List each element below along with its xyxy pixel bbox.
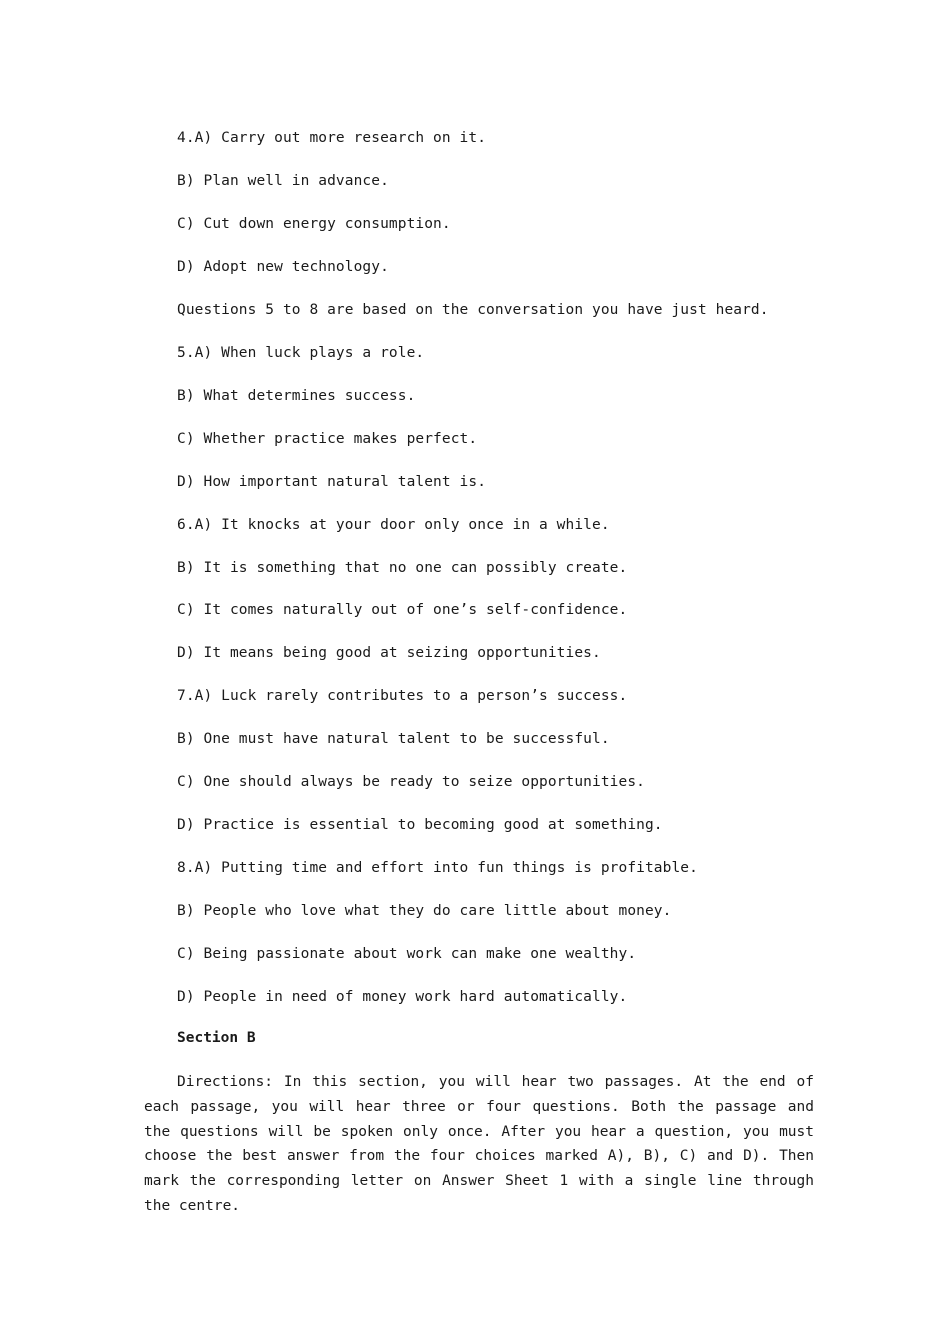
question-6-option-b: B) It is something that no one can possibly create. xyxy=(177,560,628,576)
question-7-option-a: 7.A) Luck rarely contributes to a person’s success. xyxy=(177,688,628,704)
question-8-option-d: D) People in need of money work hard automatically. xyxy=(177,989,628,1005)
question-5-option-b: B) What determines success. xyxy=(177,388,416,404)
section-b-directions: Directions: In this section, you will hear two passages. At the end of each passage, you will hear three or four questions. Both the passage and the questions will be spoken only once. After you hear a question, you must choose the best answer from the four choices marked A), B), C) and D). Then mark the corresponding letter on Answer Sheet 1 with a single line through the centre. xyxy=(144,1074,814,1214)
question-4-option-c: C) Cut down energy consumption. xyxy=(177,216,451,232)
question-8-option-b: B) People who love what they do care little about money. xyxy=(177,903,672,919)
question-7-option-d: D) Practice is essential to becoming good at something. xyxy=(177,817,663,833)
section-b-heading: Section B xyxy=(177,1030,256,1046)
question-6-option-a: 6.A) It knocks at your door only once in a while. xyxy=(177,517,610,533)
question-4-option-a: 4.A) Carry out more research on it. xyxy=(177,130,487,146)
question-7-option-b: B) One must have natural talent to be successful. xyxy=(177,731,610,747)
question-8-option-c: C) Being passionate about work can make one wealthy. xyxy=(177,946,637,962)
question-5-option-d: D) How important natural talent is. xyxy=(177,474,487,490)
question-6-option-c: C) It comes naturally out of one’s self-confidence. xyxy=(177,602,628,618)
question-4-option-b: B) Plan well in advance. xyxy=(177,173,389,189)
conversation-intro: Questions 5 to 8 are based on the conversation you have just heard. xyxy=(177,302,769,318)
question-8-option-a: 8.A) Putting time and effort into fun things is profitable. xyxy=(177,860,698,876)
question-5-option-c: C) Whether practice makes perfect. xyxy=(177,431,478,447)
question-5-option-a: 5.A) When luck plays a role. xyxy=(177,345,425,361)
question-7-option-c: C) One should always be ready to seize opportunities. xyxy=(177,774,645,790)
question-6-option-d: D) It means being good at seizing opportunities. xyxy=(177,645,601,661)
question-4-option-d: D) Adopt new technology. xyxy=(177,259,389,275)
